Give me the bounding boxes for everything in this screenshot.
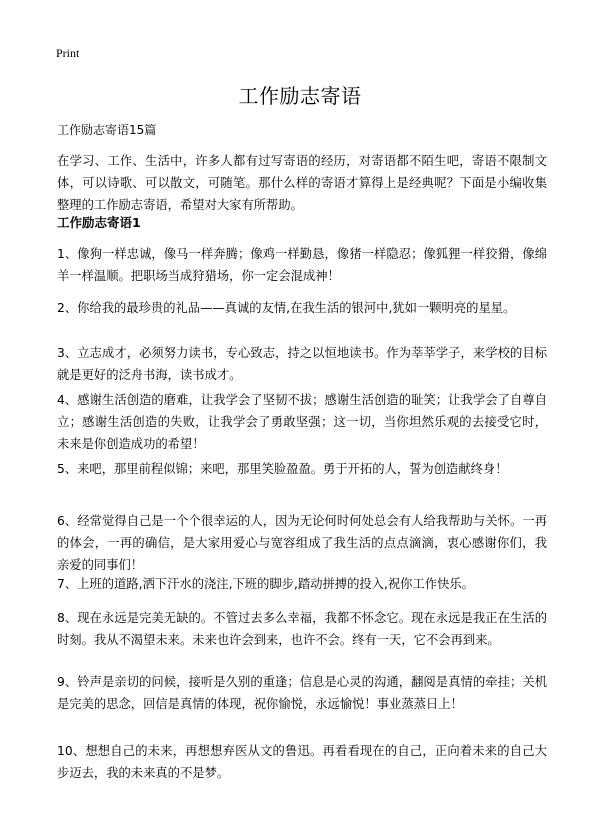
list-item: 8、现在永远是完美无缺的。不管过去多么幸福，我都不怀念它。现在永远是我正在生活的时刻。我从不渴望未来。未来也许会到来，也许不会。终有一天，它不会再到来。 [57, 611, 547, 647]
list-item: 4、感谢生活创造的磨难，让我学会了坚韧不拔；感谢生活创造的耻笑；让我学会了自尊自立；感谢生活创造的失败，让我学会了勇敢坚强；这一切，当你坦然乐观的去接受它时，未来是你创造成功的希望！ [57, 393, 547, 451]
document-subtitle: 工作励志寄语15篇 [57, 123, 157, 137]
page-title: 工作励志寄语 [238, 84, 362, 108]
list-item: 7、上班的道路,洒下汗水的浇注,下班的脚步,踏动拼搏的投入,祝你工作快乐。 [57, 577, 474, 591]
print-link[interactable]: Print [56, 46, 80, 60]
list-item: 9、铃声是亲切的问候，接听是久别的重逢；信息是心灵的沟通，翻阅是真情的牵挂；关机是完美的思念，回信是真情的体现，祝你愉悦，永远愉悦！事业蒸蒸日上！ [57, 675, 547, 711]
section-heading: 工作励志寄语1 [57, 215, 141, 230]
list-item: 5、来吧，那里前程似锦；来吧，那里笑脸盈盈。勇于开拓的人，誓为创造献终身！ [57, 462, 508, 476]
list-item: 6、经常觉得自己是一个个很幸运的人，因为无论何时何处总会有人给我帮助与关怀。一再的体会，一再的确信，是大家用爱心与宽容组成了我生活的点点滴滴，衷心感谢你们，我亲爱的同事们！ [57, 514, 547, 572]
list-item: 10、想想自己的未来，再想想弃医从文的鲁迅。再看看现在的自己，正向着未来的自己大步迈去，我的未来真的不是梦。 [57, 744, 547, 780]
list-item: 3、立志成才，必须努力读书，专心致志，持之以恒地读书。作为莘莘学子，来学校的目标就是更好的泛舟书海，读书成才。 [57, 346, 547, 382]
list-item: 1、像狗一样忠诚，像马一样奔腾；像鸡一样勤恳，像猪一样隐忍；像狐狸一样狡猾，像绵羊一样温顺。把职场当成狩猎场，你一定会混成神！ [57, 247, 547, 283]
list-item: 2、你给我的最珍贵的礼品——真诚的友情,在我生活的银河中,犹如一颗明亮的星星。 [57, 301, 516, 315]
intro-paragraph: 在学习、工作、生活中，许多人都有过写寄语的经历，对寄语都不陌生吧，寄语不限制文体，可以诗歌、可以散文，可随笔。那什么样的寄语才算得上是经典呢？下面是小编收集整理的工作励志寄语，希望对大家有所帮助。 [57, 154, 547, 212]
